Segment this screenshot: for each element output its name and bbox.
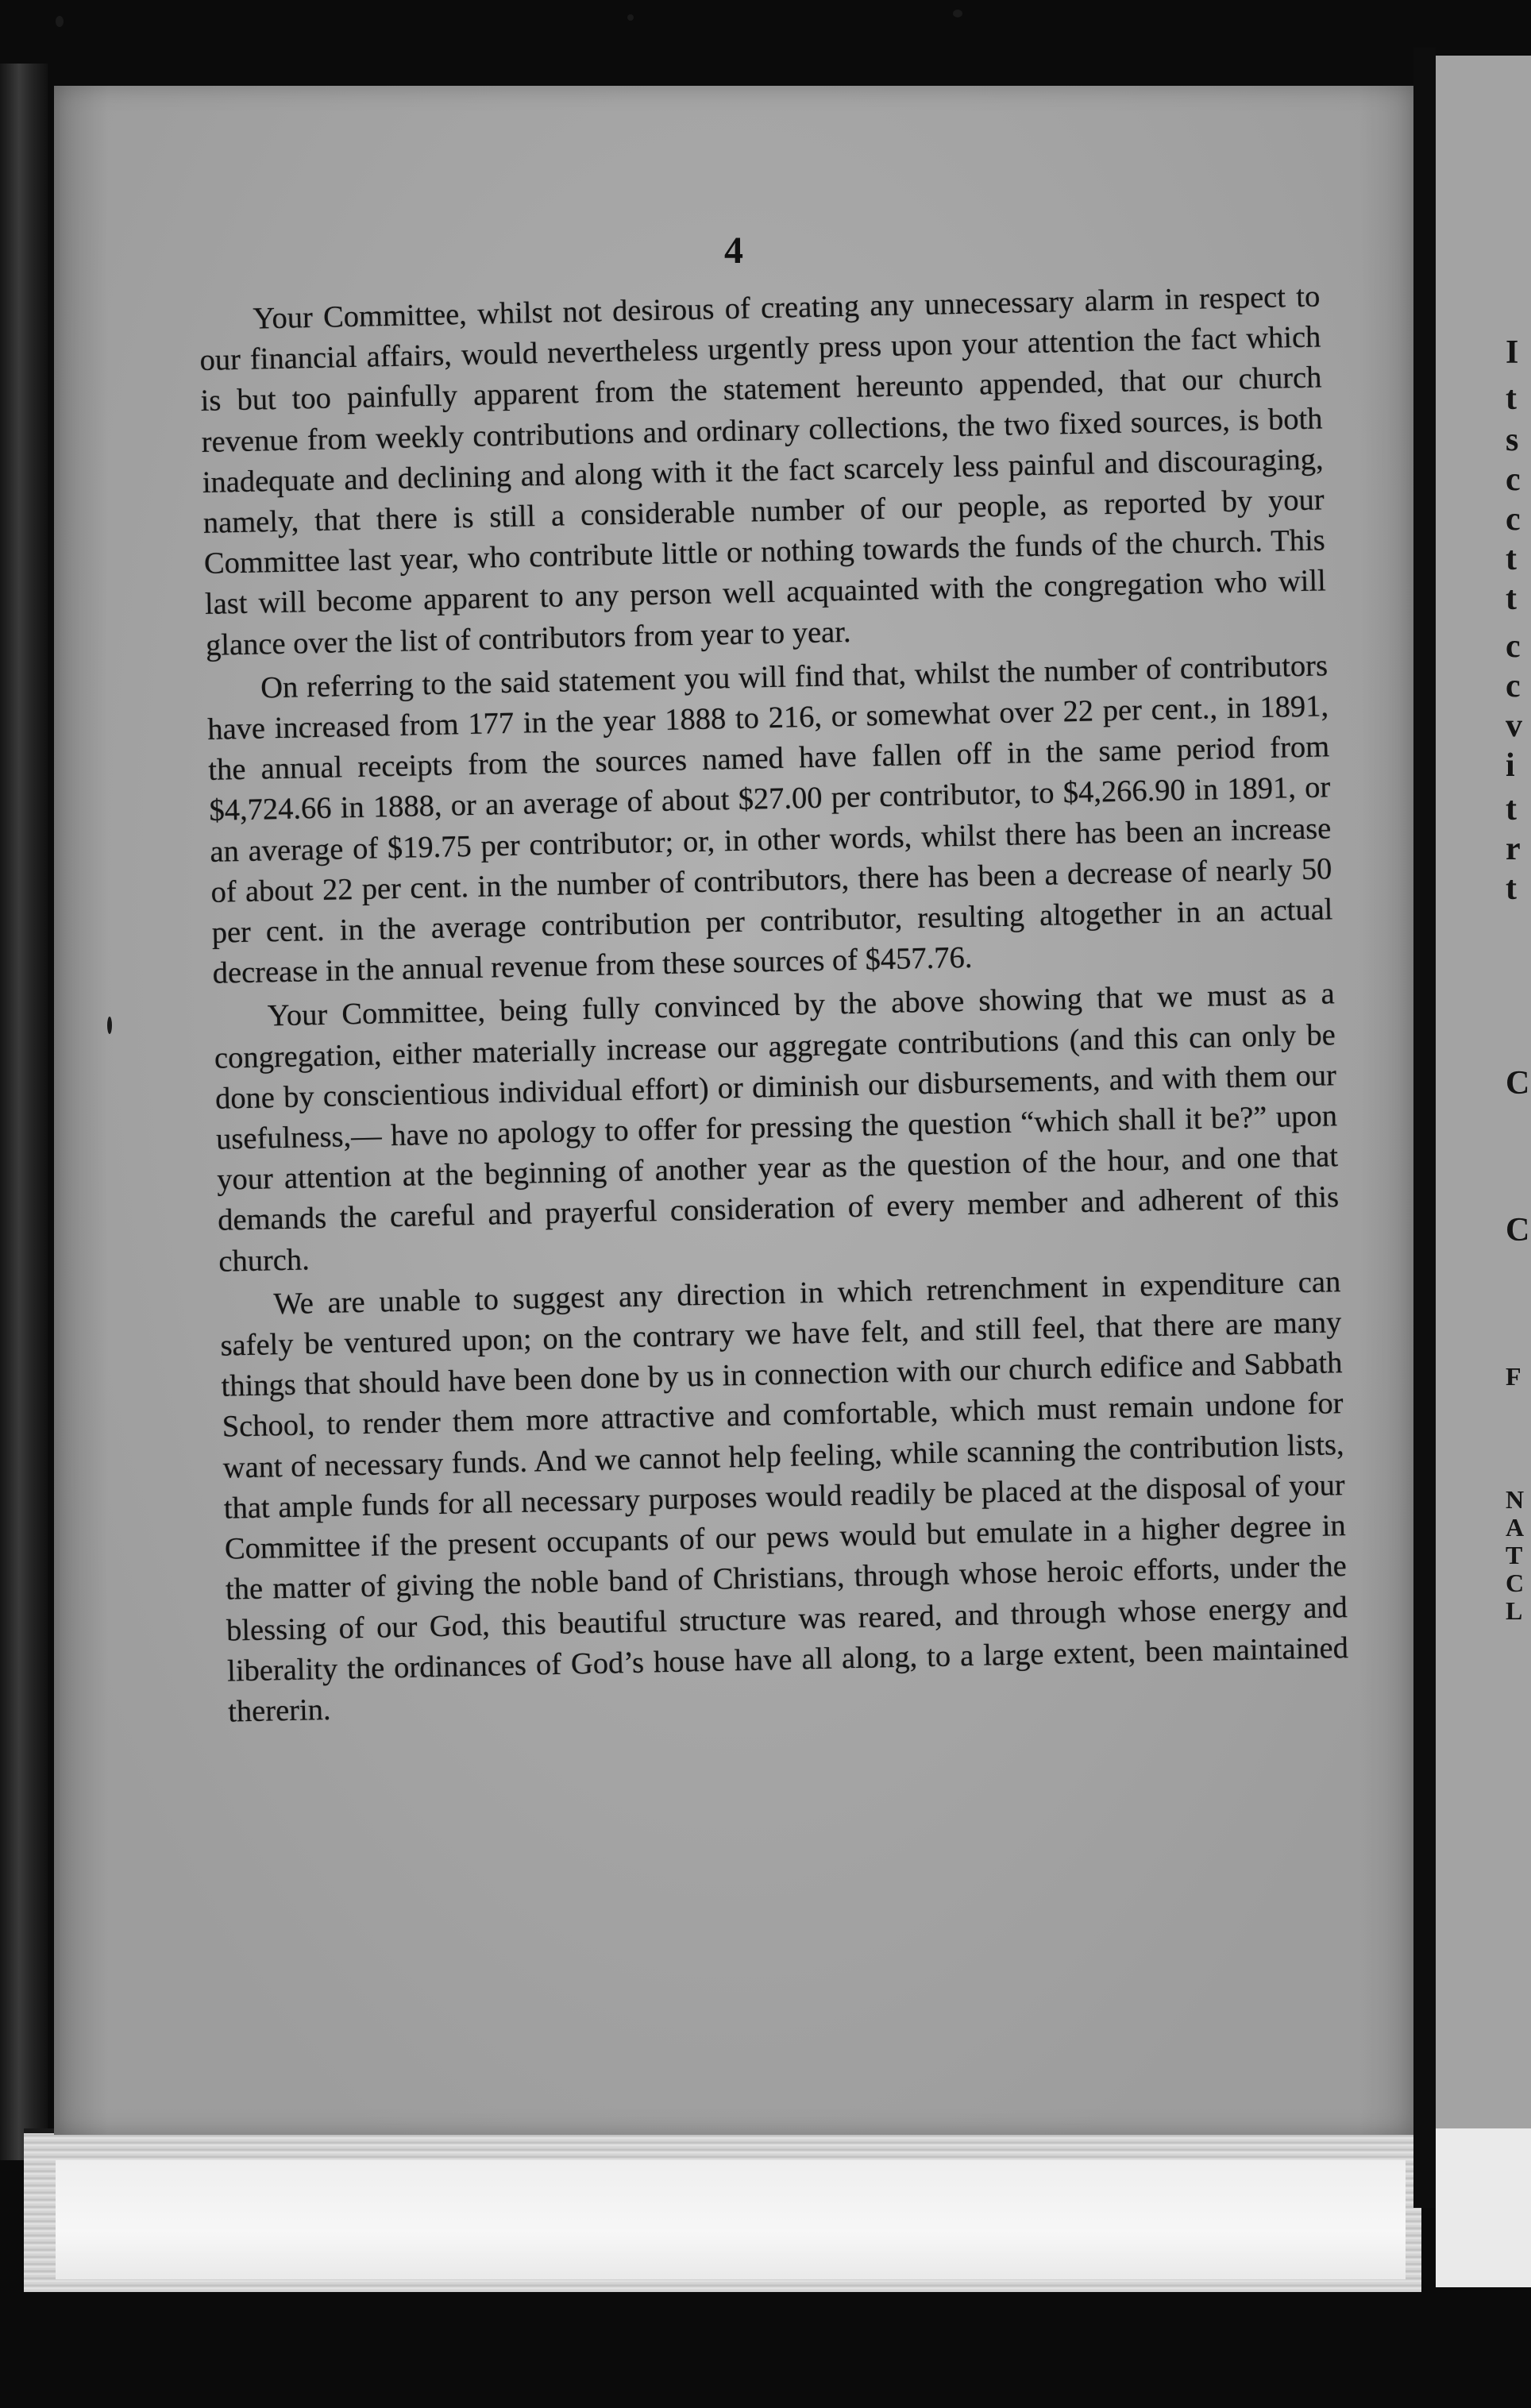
paragraph-3: Your Committee, being fully convinced by the above showing that we must as a congregation, either materially increase our aggregate contributions (and this can only be done by conscientious individual effort) or diminish our disbursements, and with them our usefulness,— have no apology to offer for pressing the question “which shall it be?” upon your attention at the beginning of another year as the question of the hour, and one that demands the careful and prayerful consideration of every member and adherent of this church.: [214, 977, 1340, 1279]
scan-speck: [107, 1017, 112, 1034]
paragraph-4: We are unable to suggest any direction in which retrenchment in expenditure can safely be ventured upon; on the contrary we have felt, and still feel, that there are many things that should have been done by us in connection with our church edifice and Sabbath School, to render them more attractive and comfortable, which must remain undone for want of necessary funds. And we cannot help feeling, while scanning the contribution lists, that ample funds for all necessary purposes would readily be placed at the disposal of your Committee if the present occupants of our pews would but emulate in a higher degree in the matter of giving the noble band of Christians, through whose heroic efforts, under the blessing of our God, this beautiful structure was reared, and through whose energy and liberality the ordinances of God’s house have all along, to a large extent, been maintained thererin.: [220, 1265, 1349, 1729]
paragraph-1: Your Committee, whilst not desirous of creating any unnecessary alarm in respect to our financial affairs, would nevertheless urgently press upon your attention the fact which is but too painfully apparent from the statement hereunto appended, that our church revenue from weekly contributions and ordinary collections, the two fixed sources, is both inadequate and declining and along with it the fact scarcely less painful and discouraging, namely, that there is still a considerable number of our people, as reported by your Committee last year, who contribute little or nothing towards the funds of the church. This last will become apparent to any person well acquainted with the congregation who will glance over the list of contributors from year to year.: [199, 280, 1327, 662]
scan-speck: [953, 10, 962, 17]
scan-speck: [627, 14, 634, 21]
book-gutter: [1413, 48, 1436, 2208]
adjacent-letter: i: [1506, 747, 1515, 784]
adjacent-letter: F: [1506, 1362, 1521, 1391]
book-binding-left: [0, 64, 48, 2160]
adjacent-letter: c: [1506, 501, 1521, 538]
adjacent-letter: C: [1506, 1065, 1530, 1102]
adjacent-letter: v: [1506, 708, 1522, 744]
page-stack-highlight: [56, 2160, 1406, 2279]
adjacent-letter: c: [1506, 461, 1521, 498]
adjacent-letter: L: [1506, 1596, 1523, 1625]
adjacent-page-text: [1506, 0, 1531, 2408]
adjacent-letter: t: [1506, 870, 1517, 907]
page-number: 4: [724, 230, 743, 272]
adjacent-letter: s: [1506, 422, 1519, 458]
adjacent-letter: T: [1506, 1541, 1523, 1569]
adjacent-letter: c: [1506, 668, 1521, 704]
body-text: [199, 276, 1349, 1732]
adjacent-letter: c: [1506, 628, 1521, 665]
adjacent-letter: t: [1506, 380, 1517, 417]
adjacent-letter: C: [1506, 1212, 1530, 1248]
adjacent-letter: I: [1506, 334, 1519, 371]
adjacent-letter: t: [1506, 541, 1517, 577]
scan-speck: [56, 16, 64, 27]
adjacent-letter: N: [1506, 1485, 1525, 1514]
adjacent-letter: r: [1506, 831, 1521, 867]
adjacent-letter: t: [1506, 791, 1517, 828]
adjacent-letter: A: [1506, 1513, 1525, 1542]
paragraph-2: On referring to the said statement you will find that, whilst the number of contributors have increased from 177 in the year 1888 to 216, or somewhat over 22 per cent., in 1891, the annual receipts from the sources named have fallen off in the same period from $4,724.66 in 1888, or an average of about $27.00 per contributor, to $4,266.90 in 1891, or an average of $19.75 per contributor; or, in other words, whilst there has been an increase of about 22 per cent. in the number of contributors, there has been a decrease of nearly 50 per cent. in the average contribution per contributor, resulting altogether in an actual decrease in the annual revenue from these sources of $457.76.: [206, 649, 1333, 991]
adjacent-letter: t: [1506, 581, 1517, 617]
adjacent-letter: C: [1506, 1569, 1525, 1597]
